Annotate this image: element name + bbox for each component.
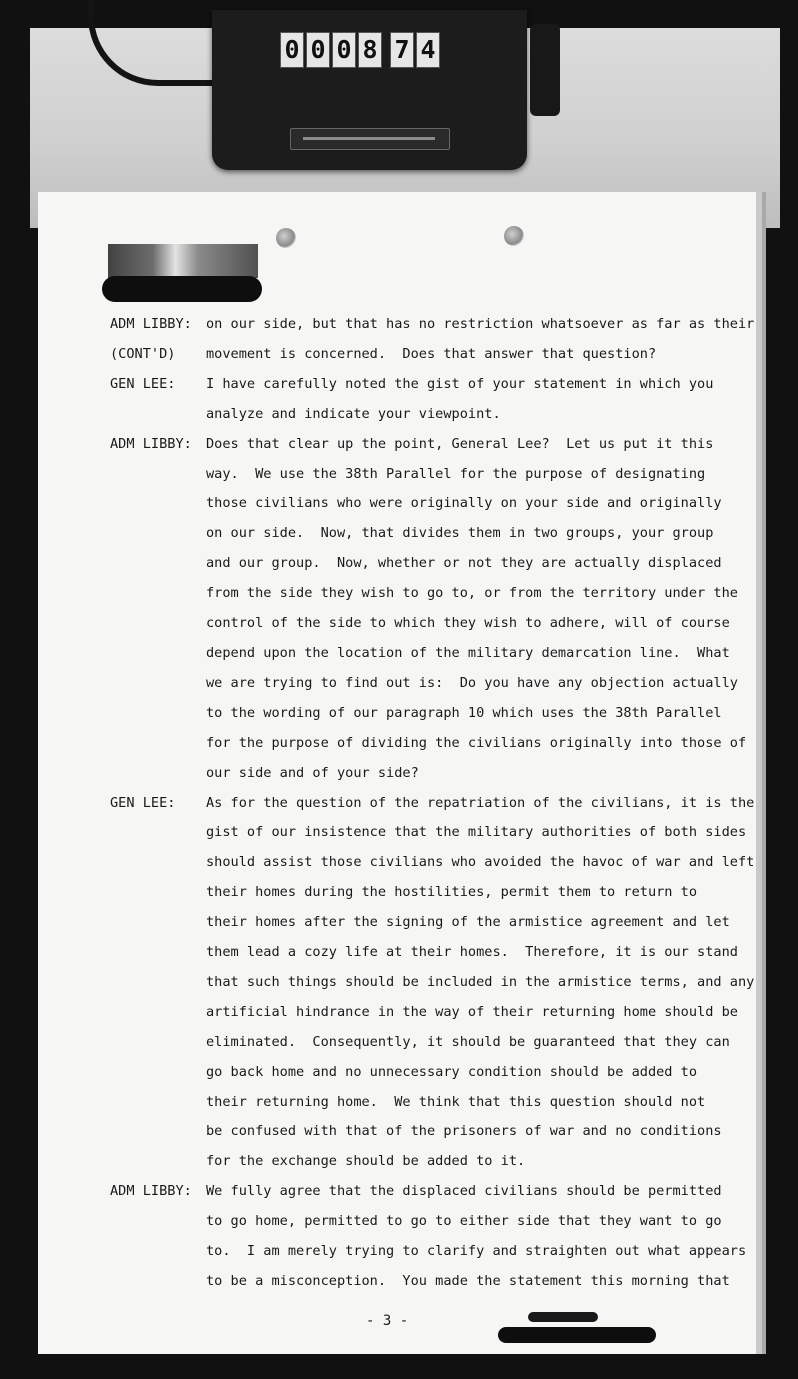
text-line: movement is concerned. Does that answer that question? <box>206 345 657 362</box>
text-line: our side and of your side? <box>206 764 419 781</box>
speaker-label: ADM LIBBY: (CONT'D) <box>110 316 192 362</box>
transcript-body <box>38 310 756 1297</box>
counter-digit: 4 <box>416 32 440 68</box>
text-line: to the wording of our paragraph 10 which uses the 38th Parallel <box>206 704 722 721</box>
text-line: I have carefully noted the gist of your statement in which you <box>206 375 714 392</box>
text-line: their homes during the hostilities, permit them to return to <box>206 884 698 901</box>
text-line: artificial hindrance in the way of their returning home should be <box>206 1003 738 1020</box>
text-line: for the purpose of dividing the civilians originally into those of <box>206 734 747 751</box>
speaker-label: GEN LEE: <box>110 794 176 811</box>
text-line: we are trying to find out is: Do you have any objection actually <box>206 674 738 691</box>
text-line: on our side. Now, that divides them in two groups, your group <box>206 525 714 542</box>
frame-counter-digits <box>280 32 440 68</box>
page-number: - 3 - <box>366 1313 409 1329</box>
counter-digit: 8 <box>358 32 382 68</box>
text-line: As for the question of the repatriation of the civilians, it is the <box>206 794 755 811</box>
transcript-entry <box>110 789 756 1178</box>
punch-hole <box>504 226 524 246</box>
transcript-entry <box>110 430 756 789</box>
text-line: should assist those civilians who avoided the havoc of war and left <box>206 854 755 871</box>
speaker-label: ADM LIBBY: <box>110 1183 192 1200</box>
counter-knob <box>530 24 560 116</box>
text-line: their returning home. We think that this question should not <box>206 1093 706 1110</box>
text-line: gist of our insistence that the military authorities of both sides <box>206 824 747 841</box>
transcript-entry <box>110 370 756 430</box>
text-line: from the side they wish to go to, or from the territory under the <box>206 585 738 602</box>
text-line: them lead a cozy life at their homes. Therefore, it is our stand <box>206 944 738 961</box>
text-line: to be a misconception. You made the statement this morning that <box>206 1273 730 1289</box>
speaker-label: GEN LEE: <box>110 375 176 392</box>
text-line: and our group. Now, whether or not they are actually displaced <box>206 555 722 572</box>
transcript-entry <box>110 1177 756 1297</box>
punch-hole <box>276 228 296 248</box>
counter-separator <box>384 32 388 66</box>
text-line: analyze and indicate your viewpoint. <box>206 405 501 422</box>
text-line: for the exchange should be added to it. <box>206 1153 526 1170</box>
counter-digit: 0 <box>332 32 356 68</box>
text-line: Does that clear up the point, General Lee? Let us put it this <box>206 435 714 452</box>
frame-counter-device <box>212 10 527 170</box>
text-line: be confused with that of the prisoners of war and no conditions <box>206 1123 722 1140</box>
document-page <box>38 192 756 1354</box>
redaction-smudge <box>108 244 258 278</box>
redaction-bar <box>528 1312 598 1322</box>
text-line: control of the side to which they wish to adhere, will of course <box>206 615 730 632</box>
text-line: go back home and no unnecessary condition should be added to <box>206 1063 698 1080</box>
transcript-entry <box>110 310 756 370</box>
text-line: depend upon the location of the military demarcation line. What <box>206 644 730 661</box>
text-line: on our side, but that has no restriction whatsoever as far as their <box>206 316 755 332</box>
text-line: those civilians who were originally on your side and originally <box>206 495 722 512</box>
text-line: that such things should be included in the armistice terms, and any <box>206 973 755 990</box>
text-line: We fully agree that the displaced civilians should be permitted <box>206 1183 722 1200</box>
text-line: eliminated. Consequently, it should be guaranteed that they can <box>206 1033 730 1050</box>
speaker-label: ADM LIBBY: <box>110 435 192 452</box>
counter-digit: 7 <box>390 32 414 68</box>
text-line: to. I am merely trying to clarify and straighten out what appears <box>206 1243 747 1260</box>
text-line: their homes after the signing of the armistice agreement and let <box>206 914 730 931</box>
redaction-bar <box>498 1327 656 1343</box>
counter-label-plate <box>290 128 450 150</box>
text-line: way. We use the 38th Parallel for the purpose of designating <box>206 465 706 482</box>
text-line: to go home, permitted to go to either side that they want to go <box>206 1213 722 1230</box>
counter-digit: 0 <box>280 32 304 68</box>
redaction-bar <box>102 276 262 302</box>
counter-digit: 0 <box>306 32 330 68</box>
